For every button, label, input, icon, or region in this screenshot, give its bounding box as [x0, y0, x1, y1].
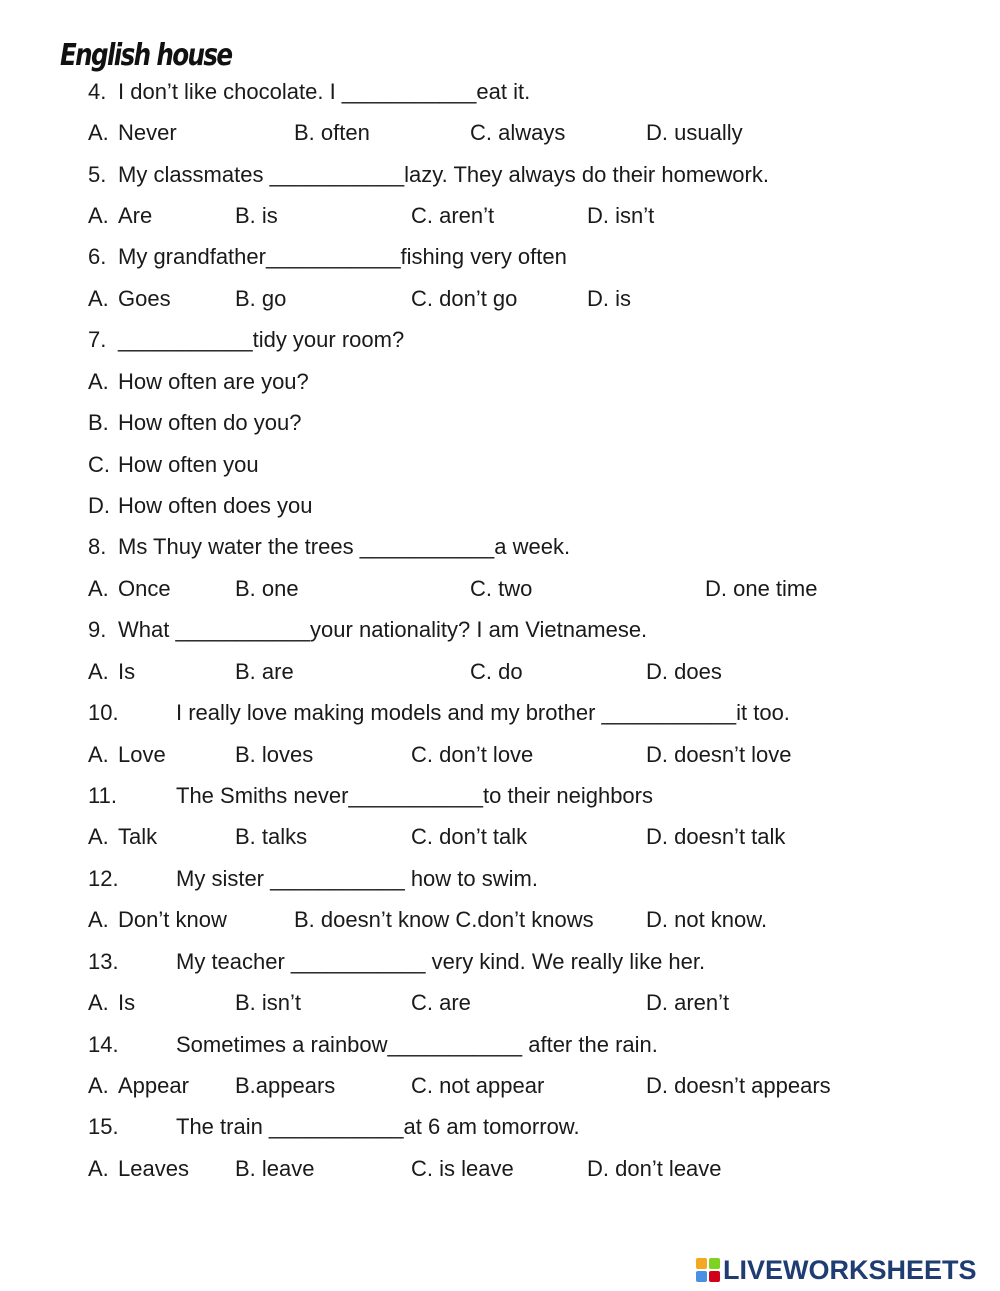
option-line	[88, 491, 968, 521]
options-row	[88, 284, 968, 314]
question-row	[88, 325, 968, 355]
options-row	[88, 988, 968, 1018]
option-d: D. don’t leave	[587, 1156, 722, 1181]
option-b: B. loves	[235, 742, 314, 767]
option-a: Is	[118, 659, 136, 684]
option-d: D. not know.	[646, 907, 768, 932]
option-d: D. doesn’t appears	[646, 1073, 831, 1098]
option-letter: A.	[88, 576, 109, 601]
question-number: 10.	[88, 700, 119, 725]
option-letter: A.	[88, 369, 109, 394]
option-letter: A.	[88, 286, 109, 311]
option-d: D. is	[587, 286, 631, 311]
option-letter: A.	[88, 824, 109, 849]
question-number: 8.	[88, 534, 107, 559]
option-letter: A.	[88, 907, 109, 932]
logo-square	[709, 1258, 720, 1269]
question-row	[88, 615, 968, 645]
question-text: The Smiths never___________to their neighbors	[176, 783, 653, 808]
question-text: My teacher ___________ very kind. We really like her.	[176, 949, 706, 974]
option-letter: A.	[88, 742, 109, 767]
options-row	[88, 905, 968, 935]
option-d: D. doesn’t love	[646, 742, 792, 767]
option-a: Leaves	[118, 1156, 189, 1181]
question-text: My grandfather___________fishing very often	[118, 244, 567, 269]
option-d: D. usually	[646, 120, 743, 145]
option-a: Once	[118, 576, 171, 601]
question-text: I don’t like chocolate. I ___________eat it.	[118, 79, 531, 104]
question-number: 4.	[88, 79, 107, 104]
option-c: C. do	[470, 659, 523, 684]
options-row	[88, 118, 968, 148]
option-a: Appear	[118, 1073, 189, 1098]
option-a: Are	[118, 203, 153, 228]
option-a: Never	[118, 120, 177, 145]
logo-square	[709, 1271, 720, 1282]
logo-square	[696, 1258, 707, 1269]
question-text: I really love making models and my brother ___________it too.	[176, 700, 790, 725]
question-number: 5.	[88, 162, 107, 187]
page-title: English house	[60, 38, 232, 73]
option-line	[88, 408, 968, 438]
option-letter: A.	[88, 120, 109, 145]
option-a: Love	[118, 742, 166, 767]
question-row	[88, 1112, 968, 1142]
option-letter: A.	[88, 659, 109, 684]
option-b: B. leave	[235, 1156, 315, 1181]
options-row	[88, 657, 968, 687]
question-row	[88, 781, 968, 811]
question-number: 14.	[88, 1032, 119, 1057]
question-row	[88, 160, 968, 190]
question-row	[88, 242, 968, 272]
question-text: What ___________your nationality? I am Vietnamese.	[118, 617, 648, 642]
option-d: How often does you	[118, 493, 313, 518]
option-c: C. don’t talk	[411, 824, 528, 849]
option-letter: A.	[88, 1156, 109, 1181]
option-c: C. don’t go	[411, 286, 518, 311]
option-letter: A.	[88, 203, 109, 228]
option-d: D. aren’t	[646, 990, 730, 1015]
option-line	[88, 450, 968, 480]
question-row	[88, 698, 968, 728]
question-number: 13.	[88, 949, 119, 974]
logo-text: LIVEWORKSHEETS	[723, 1254, 977, 1285]
question-text: My sister ___________ how to swim.	[176, 866, 538, 891]
option-b: B. talks	[235, 824, 308, 849]
question-number: 12.	[88, 866, 119, 891]
option-b: B. is	[235, 203, 278, 228]
options-row	[88, 574, 968, 604]
question-text: My classmates ___________lazy. They always do their homework.	[118, 162, 769, 187]
option-b: B. often	[294, 120, 370, 145]
option-c: C. are	[411, 990, 471, 1015]
option-d: D. doesn’t talk	[646, 824, 786, 849]
option-c: C. is leave	[411, 1156, 514, 1181]
question-text: Ms Thuy water the trees ___________a week.	[118, 534, 571, 559]
options-row	[88, 201, 968, 231]
option-d: D. one time	[705, 576, 818, 601]
option-c: C. aren’t	[411, 203, 495, 228]
question-text: Sometimes a rainbow___________ after the rain.	[176, 1032, 658, 1057]
option-b: How often do you?	[118, 410, 302, 435]
question-row	[88, 1030, 968, 1060]
option-b: B. are	[235, 659, 294, 684]
option-b: B. one	[235, 576, 299, 601]
options-row	[88, 1154, 968, 1184]
options-row	[88, 822, 968, 852]
question-number: 6.	[88, 244, 107, 269]
logo-grid-icon	[696, 1258, 720, 1282]
option-c: C. always	[470, 120, 566, 145]
liveworksheets-logo	[696, 1253, 977, 1287]
option-d: D. isn’t	[587, 203, 655, 228]
question-text: ___________tidy your room?	[118, 327, 405, 352]
question-number: 15.	[88, 1114, 119, 1139]
option-letter: B.	[88, 410, 109, 435]
option-b: B. go	[235, 286, 287, 311]
question-number: 7.	[88, 327, 107, 352]
option-a: Don’t know	[118, 907, 227, 932]
option-c: C. don’t love	[411, 742, 534, 767]
options-row	[88, 740, 968, 770]
option-line	[88, 367, 968, 397]
option-a: Goes	[118, 286, 171, 311]
option-b-c: B. doesn’t know C.don’t knows	[294, 907, 594, 932]
question-number: 11.	[88, 783, 117, 808]
option-d: D. does	[646, 659, 722, 684]
option-b: B. isn’t	[235, 990, 302, 1015]
option-letter: C.	[88, 452, 110, 477]
option-c: C. two	[470, 576, 533, 601]
question-row	[88, 532, 968, 562]
option-letter: A.	[88, 1073, 109, 1098]
option-a: Is	[118, 990, 136, 1015]
question-row	[88, 77, 968, 107]
option-c: How often you	[118, 452, 259, 477]
option-letter: A.	[88, 990, 109, 1015]
question-number: 9.	[88, 617, 107, 642]
option-letter: D.	[88, 493, 110, 518]
option-b: B.appears	[235, 1073, 336, 1098]
question-row	[88, 864, 968, 894]
options-row	[88, 1071, 968, 1101]
option-c: C. not appear	[411, 1073, 545, 1098]
question-row	[88, 947, 968, 977]
question-text: The train ___________at 6 am tomorrow.	[176, 1114, 580, 1139]
option-a: How often are you?	[118, 369, 309, 394]
logo-square	[696, 1271, 707, 1282]
option-a: Talk	[118, 824, 158, 849]
